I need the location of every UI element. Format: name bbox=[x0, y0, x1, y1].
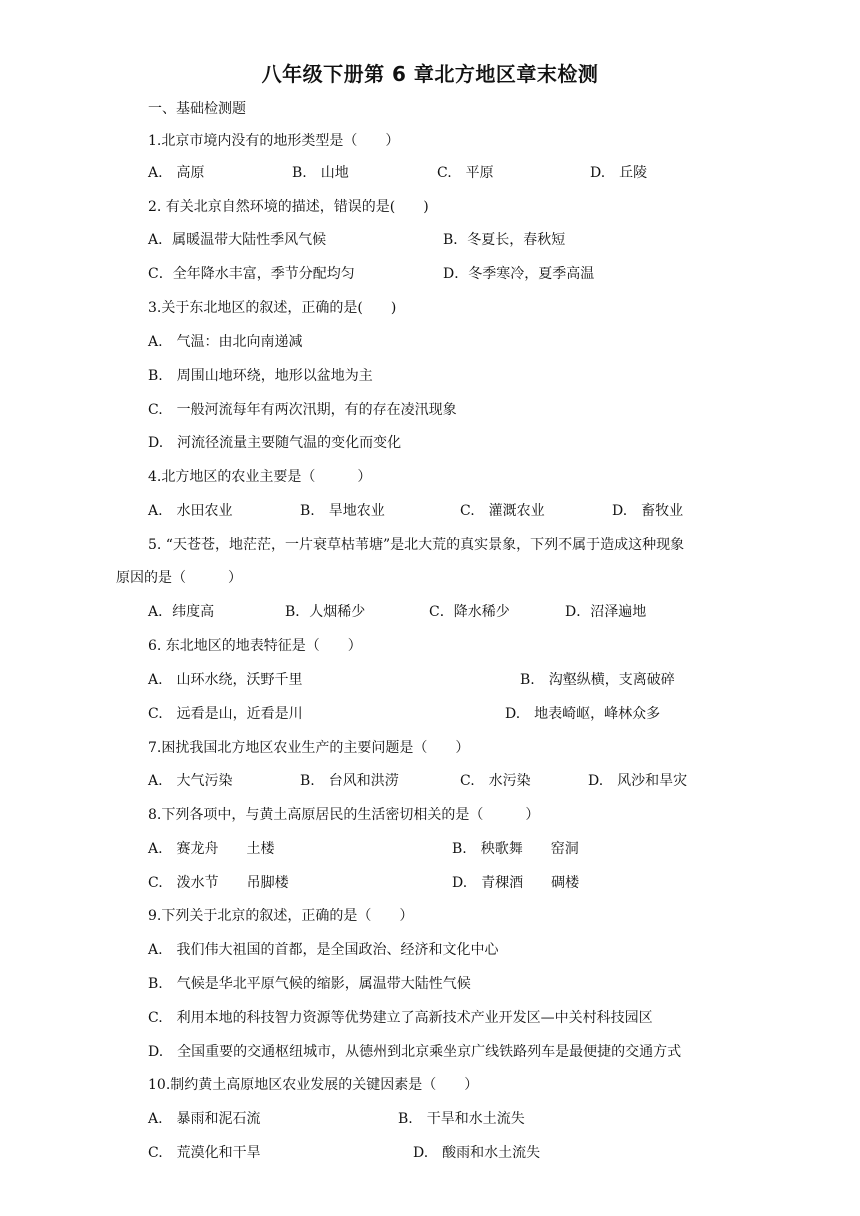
question-3-option-a: A. 气温：由北向南递减 bbox=[148, 334, 303, 350]
section-heading: 一、基础检测题 bbox=[148, 101, 246, 117]
question-2-option-a: A．属暖温带大陆性季风气候 bbox=[148, 232, 327, 248]
question-5-option-a: A．纬度高 bbox=[148, 604, 215, 620]
question-7-option-c: C. 水污染 bbox=[460, 773, 531, 789]
question-4-option-c: C. 灌溉农业 bbox=[460, 503, 545, 519]
question-3-option-c: C. 一般河流每年有两次汛期，有的存在凌汛现象 bbox=[148, 402, 457, 418]
question-1-option-b: B. 山地 bbox=[292, 165, 349, 181]
question-2-option-b: B．冬夏长，春秋短 bbox=[443, 232, 566, 248]
question-9-stem: 9.下列关于北京的叙述，正确的是（ ） bbox=[148, 908, 414, 924]
question-6-option-b: B. 沟壑纵横，支离破碎 bbox=[520, 672, 675, 688]
question-10-option-d: D. 酸雨和水土流失 bbox=[413, 1145, 541, 1161]
question-4-option-d: D. 畜牧业 bbox=[612, 503, 684, 519]
question-5-stem-continued: 原因的是（ ） bbox=[116, 570, 242, 586]
question-2-stem: 2. 有关北京自然环境的描述，错误的是( ) bbox=[148, 199, 429, 215]
question-5-stem: 5. “天苍苍，地茫茫，一片衰草枯苇塘”是北大荒的真实景象，下列不属于造成这种现象 bbox=[148, 537, 685, 553]
question-5-option-c: C．降水稀少 bbox=[429, 604, 510, 620]
question-3-stem: 3.关于东北地区的叙述，正确的是( ) bbox=[148, 300, 397, 316]
question-10-option-c: C. 荒漠化和干旱 bbox=[148, 1145, 261, 1161]
question-6-option-c: C. 远看是山，近看是川 bbox=[148, 706, 303, 722]
question-7-option-d: D. 风沙和旱灾 bbox=[588, 773, 688, 789]
question-9-option-d: D. 全国重要的交通枢纽城市，从德州到北京乘坐京广线铁路列车是最便捷的交通方式 bbox=[148, 1044, 682, 1060]
page-title: 八年级下册第 6 章北方地区章末检测 bbox=[261, 62, 599, 86]
question-10-option-a: A. 暴雨和泥石流 bbox=[148, 1111, 261, 1127]
question-1-option-c: C. 平原 bbox=[437, 165, 494, 181]
question-1-option-d: D. 丘陵 bbox=[590, 165, 648, 181]
question-8-stem: 8.下列各项中，与黄土高原居民的生活密切相关的是（ ） bbox=[148, 807, 540, 823]
question-4-stem: 4.北方地区的农业主要是（ ） bbox=[148, 469, 372, 485]
question-10-option-b: B. 干旱和水土流失 bbox=[398, 1111, 525, 1127]
question-5-option-b: B．人烟稀少 bbox=[285, 604, 366, 620]
question-1-option-a: A. 高原 bbox=[148, 165, 205, 181]
question-7-stem: 7.困扰我国北方地区农业生产的主要问题是（ ） bbox=[148, 740, 470, 756]
question-7-option-a: A. 大气污染 bbox=[148, 773, 233, 789]
question-6-option-a: A. 山环水绕，沃野千里 bbox=[148, 672, 303, 688]
question-7-option-b: B. 台风和洪涝 bbox=[300, 773, 399, 789]
question-8-option-a: A. 赛龙舟 土楼 bbox=[148, 841, 275, 857]
question-5-option-d: D．沼泽遍地 bbox=[565, 604, 647, 620]
question-6-stem: 6. 东北地区的地表特征是（ ） bbox=[148, 638, 362, 654]
question-4-option-b: B. 旱地农业 bbox=[300, 503, 385, 519]
question-2-option-d: D．冬季寒冷，夏季高温 bbox=[443, 266, 595, 282]
question-2-option-c: C．全年降水丰富，季节分配均匀 bbox=[148, 266, 355, 282]
question-9-option-c: C. 利用本地的科技智力资源等优势建立了高新技术产业开发区—中关村科技园区 bbox=[148, 1010, 653, 1026]
question-6-option-d: D. 地表崎岖，峰林众多 bbox=[505, 706, 661, 722]
question-3-option-d: D. 河流径流量主要随气温的变化而变化 bbox=[148, 435, 402, 451]
question-8-option-b: B. 秧歌舞 窑洞 bbox=[452, 841, 579, 857]
question-1-stem: 1.北京市境内没有的地形类型是（ ） bbox=[148, 133, 400, 149]
question-8-option-d: D. 青稞酒 碉楼 bbox=[452, 875, 580, 891]
question-9-option-b: B. 气候是华北平原气候的缩影，属温带大陆性气候 bbox=[148, 976, 471, 992]
question-9-option-a: A. 我们伟大祖国的首都，是全国政治、经济和文化中心 bbox=[148, 942, 499, 958]
question-10-stem: 10.制约黄土高原地区农业发展的关键因素是（ ） bbox=[148, 1077, 479, 1093]
question-4-option-a: A. 水田农业 bbox=[148, 503, 233, 519]
question-3-option-b: B. 周围山地环绕，地形以盆地为主 bbox=[148, 368, 373, 384]
question-8-option-c: C. 泼水节 吊脚楼 bbox=[148, 875, 289, 891]
